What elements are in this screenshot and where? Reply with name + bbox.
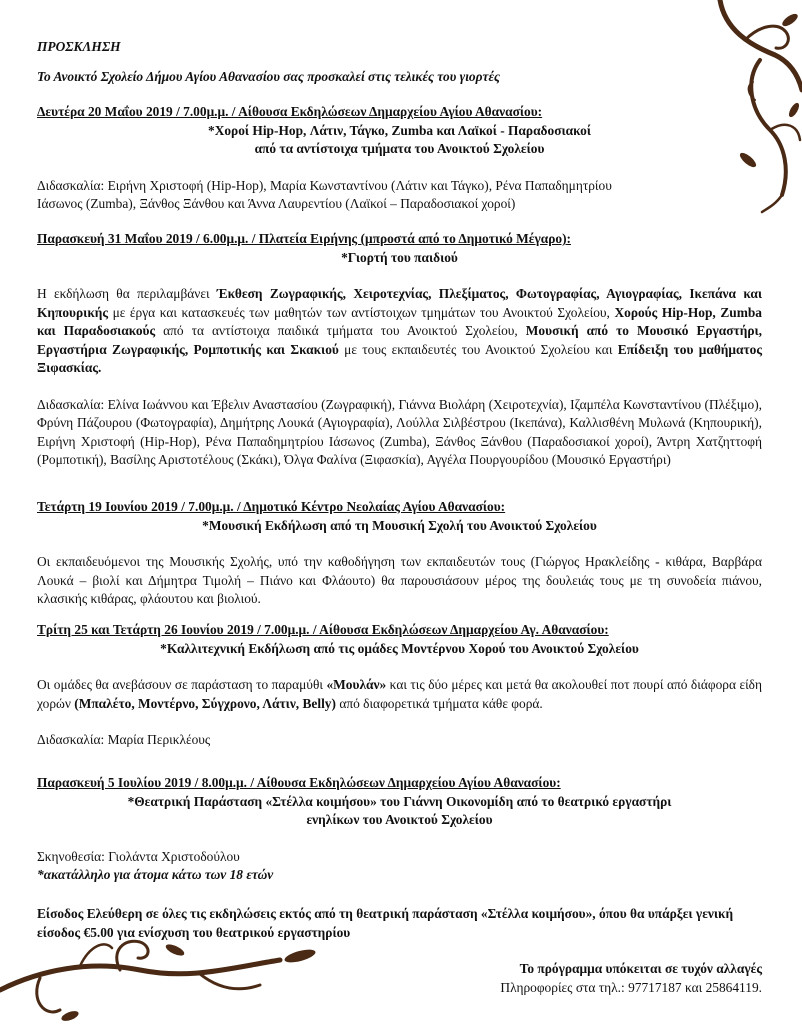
event-teachers: Διδασκαλία: Ελίνα Ιωάννου και Έβελιν Αναστασίου (Ζωγραφική), Γιάννα Βιολάρη (Χειροτεχνία), Ιζαμπέλα Κωνσταντίνου (Πλέξιμο), Φρύνη Πάζουρου (Φωτογραφία), Δημήτρης Λουκά (Αγιογραφία), Λούλλα Σιλβέστρου (Ικεπάνα), Καλλισθένη Μυλωνά (Κηπουρική), Ειρήνη Χριστοφή (Hip-Hop), Ρένα Παπαδημητρίου Ιάσωνος (Zumba), Ξάνθος Ξάνθου (Παραδοσιακοί χοροί), Άντρη Χατζηττοφή (Ρομποτική), Βασίλης Αριστοτέλους (Σκάκι), Όλγα Φαλίνα (Ξιφασκία), Αγγέλα Πουργουρίδου (Μουσικό Εργαστήρι)	[37, 396, 762, 467]
event-heading: Παρασκευή 5 Ιουλίου 2019 / 8.00μ.μ. / Αίθουσα Εκδηλώσεων Δημαρχείου Αγίου Αθανασίου:	[37, 775, 561, 790]
event-subheading: *Μουσική Εκδήλωση από τη Μουσική Σχολή του Ανοικτού Σχολείου	[202, 517, 597, 533]
event-subheading: από τα αντίστοιχα τμήματα του Ανοικτού Σχολείου	[254, 141, 545, 156]
document-subtitle: Το Ανοικτό Σχολείο Δήμου Αγίου Αθανασίου σας προσκαλεί στις τελικές του γιορτές	[37, 69, 500, 84]
footer-info: Πληροφορίες στα τηλ.: 97717187 και 25864119.	[500, 979, 762, 995]
event-section-2	[37, 230, 762, 470]
event-section-4	[37, 621, 762, 750]
event-director: Σκηνοθεσία: Γιολάντα Χριστοδούλου	[37, 848, 240, 864]
footer-note: Το πρόγραμμα υπόκειται σε τυχόν αλλαγές	[519, 961, 762, 976]
event-subheading: *Καλλιτεχνική Εκδήλωση από τις ομάδες Μοντέρνου Χορού του Ανοικτού Σχολείου	[160, 640, 639, 656]
event-teachers: Ιάσωνος (Zumba), Ξάνθος Ξάνθου και Άννα Λαυρεντίου (Λαϊκοί – Παραδοσιακοί χοροί)	[37, 196, 516, 211]
event-heading: Δευτέρα 20 Μαΐου 2019 / 7.00μ.μ. / Αίθουσα Εκδηλώσεων Δημαρχείου Αγίου Αθανασίου:	[37, 104, 543, 119]
event-subheading: *Θεατρική Παράσταση «Στέλλα κοιμήσου» του Γιάννη Οικονομίδη από το θεατρικό εργαστήρι	[127, 793, 672, 809]
event-section-3	[37, 498, 762, 609]
document-title: ΠΡΟΣΚΛΗΣΗ	[37, 39, 121, 54]
event-heading: Τρίτη 25 και Τετάρτη 26 Ιουνίου 2019 / 7.00μ.μ. / Αίθουσα Εκδηλώσεων Δημαρχείου Αγ. Αθανασίου:	[37, 622, 609, 637]
event-section-1	[37, 103, 762, 214]
event-subheading: *Γιορτή του παιδιού	[341, 249, 458, 265]
event-heading: Τετάρτη 19 Ιουνίου 2019 / 7.00μ.μ. / Δημοτικό Κέντρο Νεολαίας Αγίου Αθανασίου:	[37, 499, 506, 514]
event-teachers: Διδασκαλία: Ειρήνη Χριστοφή (Hip-Hop), Μαρία Κωνσταντίνου (Λάτιν και Τάγκο), Ρένα Παπαδημητρίου	[37, 177, 612, 193]
invitation-document	[37, 0, 762, 1024]
event-subheading: ενηλίκων του Ανοικτού Σχολείου	[306, 812, 493, 827]
footer	[500, 960, 762, 997]
event-teachers: Διδασκαλία: Μαρία Περικλέους	[37, 732, 211, 747]
event-description: Η εκδήλωση θα περιλαμβάνει Έκθεση Ζωγραφικής, Χειροτεχνίας, Πλεξίματος, Φωτογραφίας, Αγιογραφίας, Ικεπάνα και Κηπουρικής με έργα και κατασκευές των μαθητών των αντίστοιχων τμημάτων του Ανοικτού Σχολείου, Χορούς Hip-Hop, Zumba και Παραδοσιακούς από τα αντίστοιχα παιδικά τμήματα του Ανοικτού Σχολείου, Μουσική από το Μουσικό Εργαστήρι, Εργαστήρια Ζωγραφικής, Ρομποτικής και Σκακιού με τους εκπαιδευτές του Ανοικτού Σχολείου και Επίδειξη του μαθήματος Ξιφασκίας.	[37, 286, 763, 375]
event-heading: Παρασκευή 31 Μαΐου 2019 / 6.00μ.μ. / Πλατεία Ειρήνης (μπροστά από το Δημοτικό Μέγαρο):	[37, 231, 571, 246]
age-warning: *ακατάλληλο για άτομα κάτω των 18 ετών	[37, 867, 274, 882]
event-subheading: *Χοροί Hip-Hop, Λάτιν, Τάγκο, Zumba και Λαϊκοί - Παραδοσιακοί	[208, 122, 591, 138]
event-description: Οι ομάδες θα ανεβάσουν σε παράσταση το παραμύθι «Μουλάν» και τις δύο μέρες και μετά θα ακολουθεί ποτ πουρί από διάφορα είδη χορών (Μπαλέτο, Μοντέρνο, Σύγχρονο, Λάτιν, Belly) από διαφορετικά τμήματα κάθε φορά.	[37, 677, 762, 711]
event-description: Οι εκπαιδευόμενοι της Μουσικής Σχολής, υπό την καθοδήγηση των εκπαιδευτών τους (Γιώργος Ηρακλείδης - κιθάρα, Βαρβάρα Λουκά – βιολί και Δήμητρα Τιμολή – Πιάνο και Φλάουτο) θα παρουσιάσουν μέρος της δουλειάς τους με τη συνοδεία πιάνου, κλασικής κιθάρας, φλάουτου και βιολιού.	[37, 554, 762, 606]
entry-note: Είσοδος Ελεύθερη σε όλες τις εκδηλώσεις εκτός από τη θεατρική παράσταση «Στέλλα κοιμήσου», όπου θα υπάρξει γενική είσοδος €5.00 για ενίσχυση του θεατρικού εργαστηρίου	[37, 906, 734, 940]
event-section-5	[37, 774, 762, 885]
